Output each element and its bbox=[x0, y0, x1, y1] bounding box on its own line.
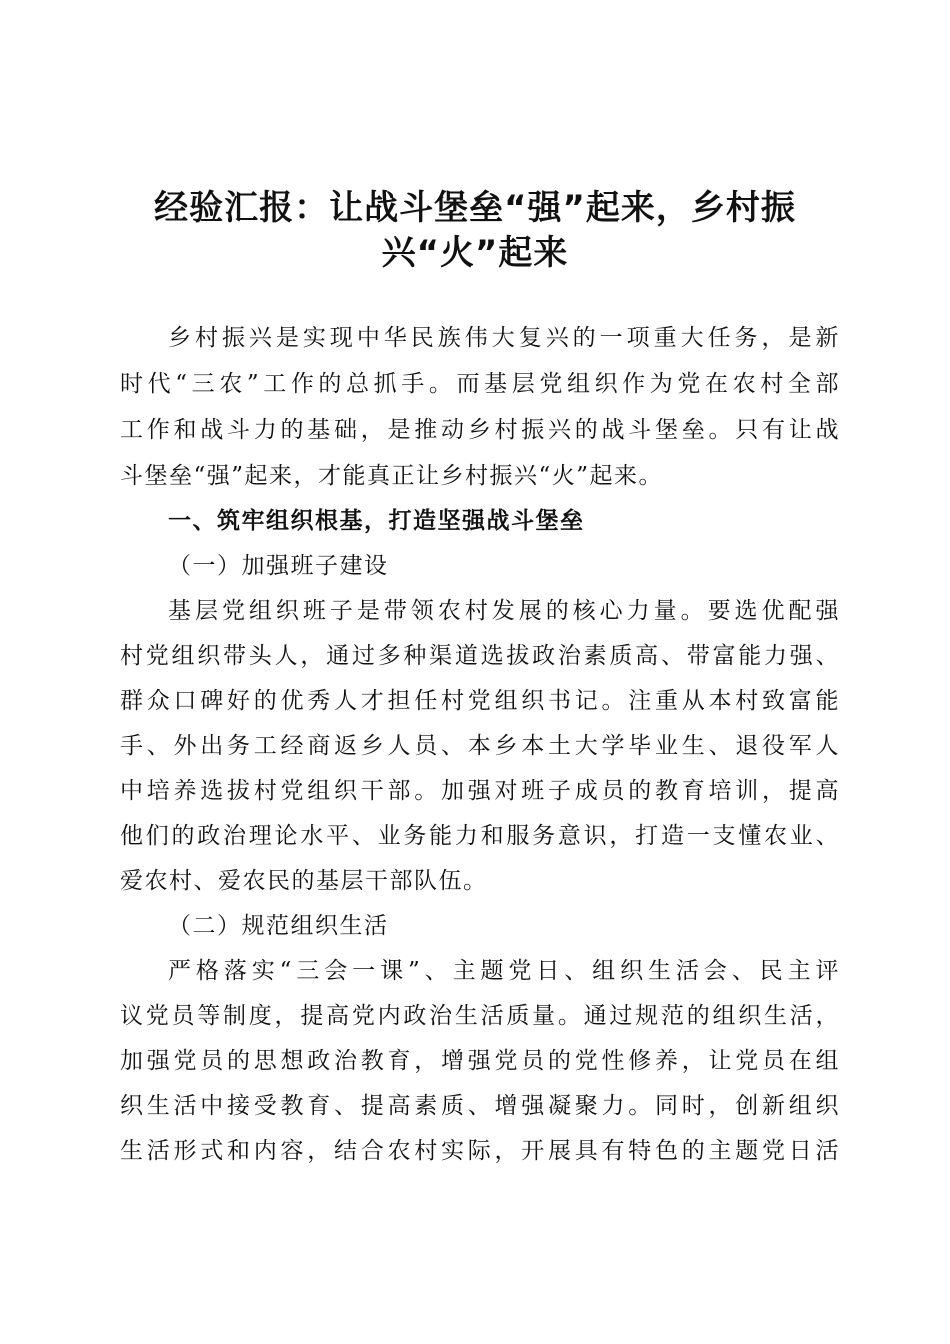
paragraph-line: 斗堡垒“强”起来，才能真正让乡村振兴“火”起来。 bbox=[120, 463, 664, 489]
paragraph-line: 工作和战斗力的基础，是推动乡村振兴的战斗堡垒。只有让战 bbox=[120, 417, 840, 443]
paragraph-line: 他们的政治理论水平、业务能力和服务意识，打造一支懂农业、 bbox=[120, 823, 840, 849]
paragraph-line: 乡村振兴是实现中华民族伟大复兴的一项重大任务，是新 bbox=[168, 325, 840, 351]
paragraph-line: 织生活中接受教育、提高素质、增强凝聚力。同时，创新组织 bbox=[120, 1093, 840, 1119]
paragraph-line: 村党组织带头人，通过多种渠道选拔政治素质高、带富能力强、 bbox=[120, 643, 840, 669]
subsection-heading: （二）规范组织生活 bbox=[168, 913, 389, 939]
document-title-line-1: 经验汇报：让战斗堡垒“强”起来，乡村振 bbox=[154, 188, 796, 228]
paragraph-line: 严格落实“三会一课”、主题党日、组织生活会、民主评 bbox=[168, 958, 840, 984]
paragraph-line: 时代“三农”工作的总抓手。而基层党组织作为党在农村全部 bbox=[120, 371, 840, 397]
paragraph-line: 加强党员的思想政治教育，增强党员的党性修养，让党员在组 bbox=[120, 1048, 840, 1074]
subsection-heading: （一）加强班子建设 bbox=[168, 553, 389, 579]
document-title-line-2: 兴“火”起来 bbox=[381, 233, 569, 273]
paragraph-line: 议党员等制度，提高党内政治生活质量。通过规范的组织生活， bbox=[120, 1003, 840, 1029]
paragraph-line: 爱农村、爱农民的基层干部队伍。 bbox=[120, 868, 488, 894]
paragraph-line: 生活形式和内容，结合农村实际，开展具有特色的主题党日活 bbox=[120, 1138, 840, 1164]
paragraph-line: 群众口碑好的优秀人才担任村党组织书记。注重从本村致富能 bbox=[120, 688, 840, 714]
paragraph-line: 手、外出务工经商返乡人员、本乡本土大学毕业生、退役军人 bbox=[120, 733, 840, 759]
section-heading: 一、筑牢组织根基，打造坚强战斗堡垒 bbox=[168, 508, 585, 534]
paragraph-line: 基层党组织班子是带领农村发展的核心力量。要选优配强 bbox=[168, 598, 840, 624]
paragraph-line: 中培养选拔村党组织干部。加强对班子成员的教育培训，提高 bbox=[120, 778, 840, 804]
